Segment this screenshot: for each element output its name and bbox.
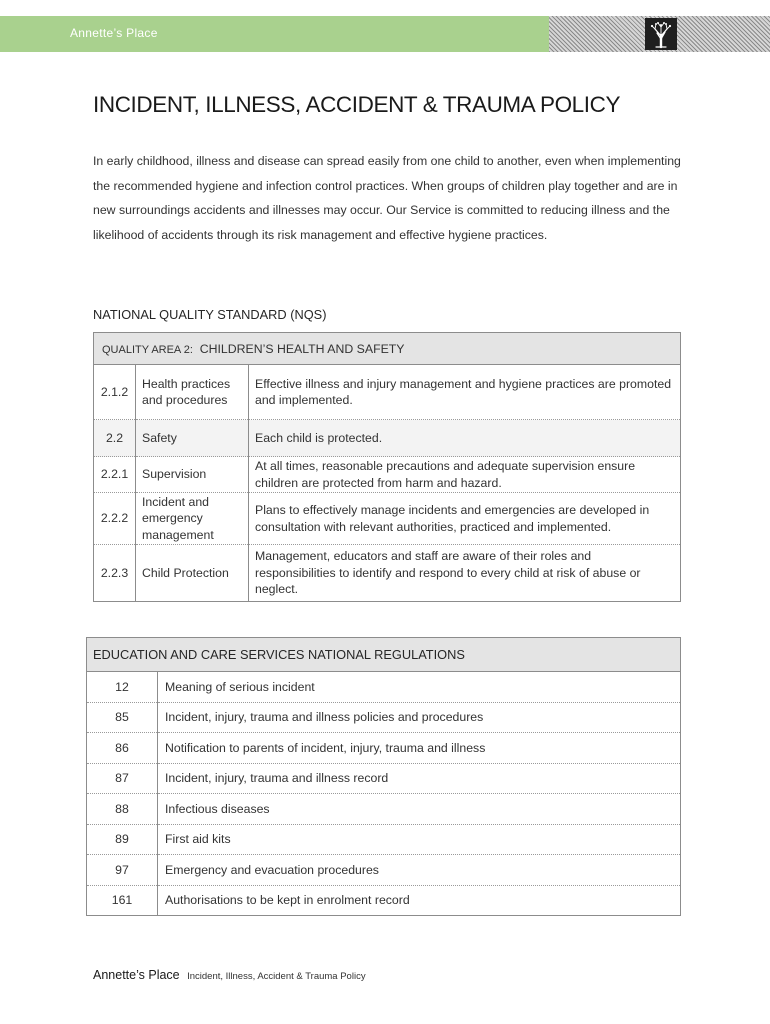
table-row [94, 545, 681, 602]
quality-area-header [94, 333, 681, 365]
quality-area-label: QUALITY AREA 2: [102, 343, 193, 356]
regulation-text: Authorisations to be kept in enrolment record [158, 885, 681, 916]
footer-brand: Annette’s Place [93, 968, 180, 982]
regulation-text: Notification to parents of incident, injury, trauma and illness [158, 733, 681, 764]
standard-name: Health practices and procedures [136, 365, 249, 420]
table-row [94, 420, 681, 457]
standard-code: 2.2 [94, 420, 136, 457]
standard-description: Effective illness and injury management and hygiene practices are promoted and implemented. [249, 365, 681, 420]
standard-name: Child Protection [136, 545, 249, 602]
regulation-text: Infectious diseases [158, 794, 681, 825]
header-brand: Annette’s Place [70, 26, 158, 40]
regulation-number: 97 [87, 855, 158, 886]
regulation-number: 85 [87, 702, 158, 733]
table-row [94, 457, 681, 493]
table-row [87, 702, 681, 733]
nqs-table [93, 332, 681, 602]
regulation-text: Incident, injury, trauma and illness record [158, 763, 681, 794]
page-title: INCIDENT, ILLNESS, ACCIDENT & TRAUMA POLICY [93, 92, 621, 117]
regulation-number: 88 [87, 794, 158, 825]
regulation-number: 89 [87, 824, 158, 855]
standard-description: Plans to effectively manage incidents and emergencies are developed in consultation with relevant authorities, practiced and implemented. [249, 493, 681, 545]
table-row [87, 855, 681, 886]
regulations-table [86, 637, 681, 916]
nqs-heading: NATIONAL QUALITY STANDARD (NQS) [93, 307, 327, 322]
standard-code: 2.1.2 [94, 365, 136, 420]
table-row [87, 794, 681, 825]
standard-name: Incident and emergency management [136, 493, 249, 545]
standard-description: Each child is protected. [249, 420, 681, 457]
standard-description: At all times, reasonable precautions and adequate supervision ensure children are protected from harm and hazard. [249, 457, 681, 493]
table-row [94, 365, 681, 420]
standard-name: Supervision [136, 457, 249, 493]
regulation-text: Meaning of serious incident [158, 672, 681, 703]
intro-paragraph: In early childhood, illness and disease can spread easily from one child to another, even when implementing the recommended hygiene and infection control practices. When groups of children play together and are in new surroundings accidents and illnesses may occur. Our Service is committed to reducing illness and the likelihood of accidents through its risk management and effective hygiene practices. [93, 154, 681, 242]
standard-name: Safety [136, 420, 249, 457]
table-row [87, 763, 681, 794]
regulations-heading: EDUCATION AND CARE SERVICES NATIONAL REGULATIONS [87, 638, 681, 672]
table-row [87, 733, 681, 764]
regulation-number: 161 [87, 885, 158, 916]
nqs-header-row [94, 333, 681, 365]
page-header [0, 16, 770, 52]
header-green-band [0, 16, 549, 52]
regulation-number: 12 [87, 672, 158, 703]
standard-description: Management, educators and staff are aware of their roles and responsibilities to identify and respond to every child at risk of abuse or neglect. [249, 545, 681, 602]
footer-document-title: Incident, Illness, Accident & Trauma Policy [187, 971, 366, 982]
regulation-text: Emergency and evacuation procedures [158, 855, 681, 886]
quality-area-title: CHILDREN’S HEALTH AND SAFETY [199, 341, 405, 356]
regulation-text: Incident, injury, trauma and illness policies and procedures [158, 702, 681, 733]
regulation-number: 86 [87, 733, 158, 764]
table-row [94, 493, 681, 545]
table-row [87, 672, 681, 703]
regulation-number: 87 [87, 763, 158, 794]
standard-code: 2.2.3 [94, 545, 136, 602]
table-row [87, 885, 681, 916]
regulation-text: First aid kits [158, 824, 681, 855]
regulations-header-row [87, 638, 681, 672]
table-row [87, 824, 681, 855]
tree-logo-icon [645, 18, 677, 50]
standard-code: 2.2.1 [94, 457, 136, 493]
standard-code: 2.2.2 [94, 493, 136, 545]
page-footer [93, 966, 366, 984]
